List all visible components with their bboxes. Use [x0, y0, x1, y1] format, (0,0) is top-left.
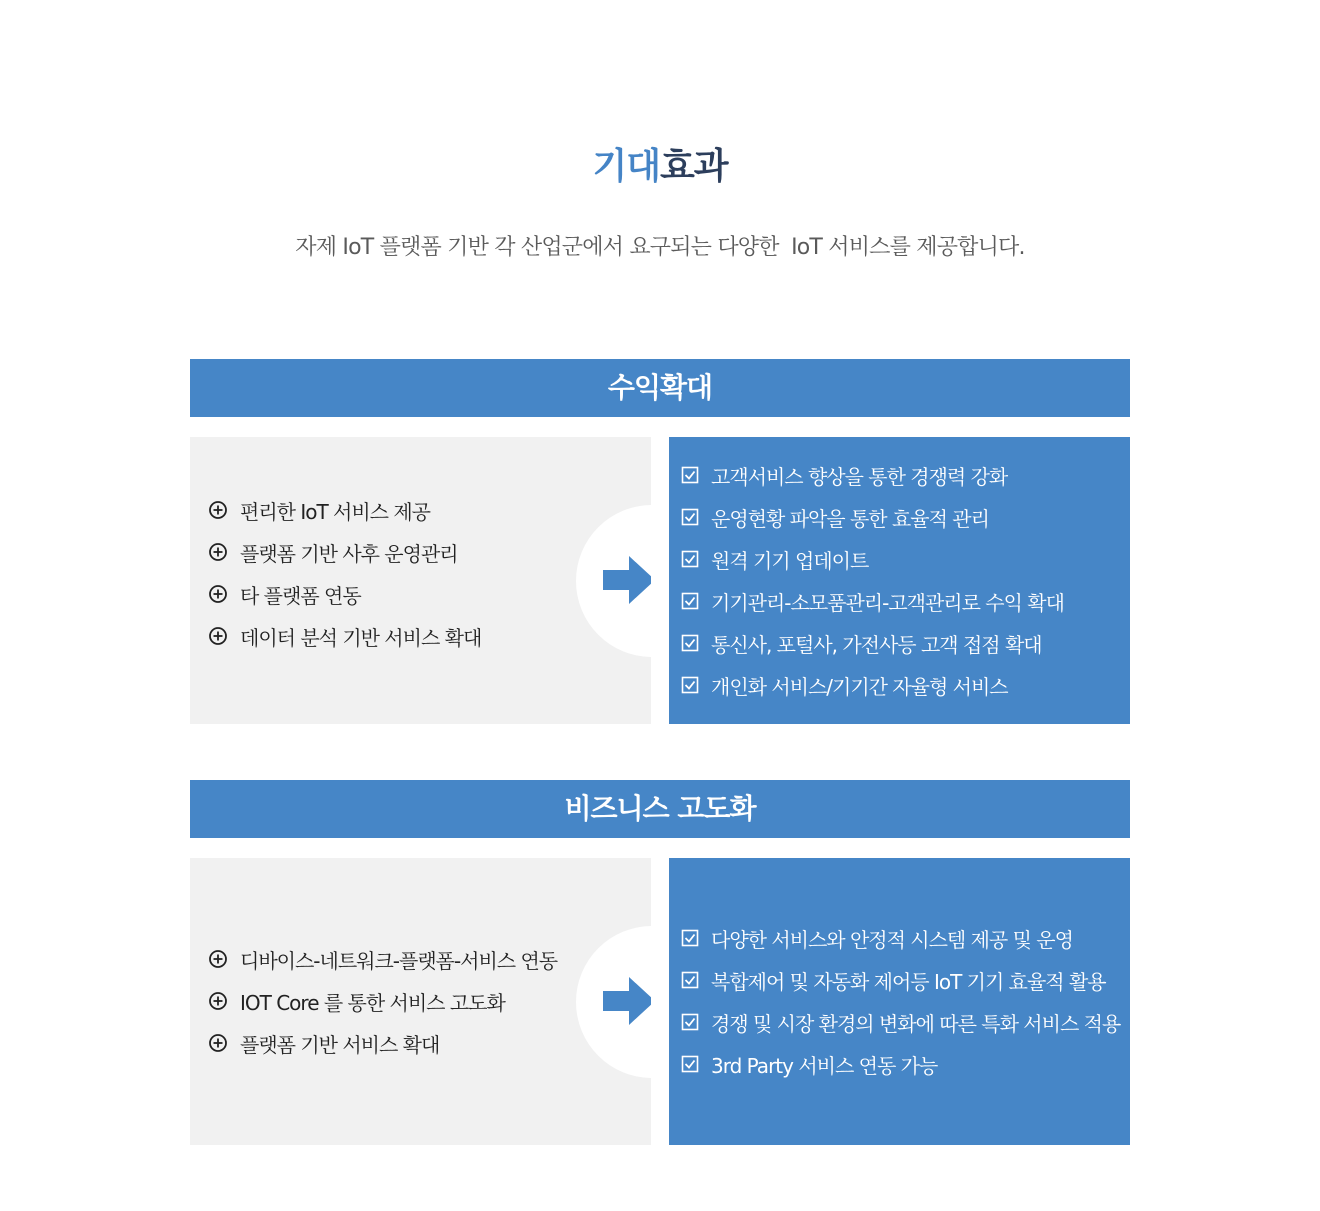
list-item-text: 운영현황 파악을 통한 효율적 관리 [711, 506, 989, 531]
list-item [208, 489, 481, 531]
checkbox-icon [681, 592, 699, 610]
section-header-business: 비즈니스 고도화 [190, 780, 1130, 838]
list-item-text: 플랫폼 기반 서비스 확대 [240, 1032, 440, 1057]
list-item-text: IOT Core 를 통한 서비스 고도화 [240, 990, 505, 1015]
right-arrow-icon [603, 977, 651, 1025]
list-item-text: 원격 기기 업데이트 [711, 548, 869, 573]
section-right-panel-revenue [669, 437, 1130, 724]
list-item-text: 통신사, 포털사, 가전사등 고객 접점 확대 [711, 632, 1042, 657]
left-item-list [208, 938, 557, 1064]
circle-plus-icon [208, 542, 228, 562]
list-item-text: 편리한 IoT 서비스 제공 [240, 499, 430, 524]
right-item-list [681, 917, 1120, 1085]
list-item-text: 디바이스-네트워크-플랫폼-서비스 연동 [240, 948, 558, 973]
list-item [681, 580, 1064, 622]
circle-plus-icon [208, 584, 228, 604]
list-item [681, 664, 1064, 706]
list-item [208, 573, 481, 615]
checkbox-icon [681, 929, 699, 947]
title-rest: 효과 [660, 146, 728, 187]
list-item [681, 538, 1064, 580]
section-left-panel-business [190, 858, 651, 1145]
list-item-text: 고객서비스 향상을 통한 경쟁력 강화 [711, 464, 1008, 489]
checkbox-icon [681, 550, 699, 568]
checkbox-icon [681, 1055, 699, 1073]
checkbox-icon [681, 1013, 699, 1031]
list-item-text: 개인화 서비스/기기간 자율형 서비스 [711, 674, 1008, 699]
circle-plus-icon [208, 500, 228, 520]
title-highlight: 기대 [592, 146, 660, 187]
checkbox-icon [681, 634, 699, 652]
list-item [681, 917, 1120, 959]
list-item-text: 데이터 분석 기반 서비스 확대 [240, 625, 482, 650]
list-item [208, 938, 557, 980]
list-item [681, 1043, 1120, 1085]
checkbox-icon [681, 971, 699, 989]
section-header-revenue: 수익확대 [190, 359, 1130, 417]
circle-plus-icon [208, 626, 228, 646]
list-item [681, 454, 1064, 496]
list-item-text: 다양한 서비스와 안정적 시스템 제공 및 운영 [711, 927, 1073, 952]
checkbox-icon [681, 466, 699, 484]
list-item [208, 980, 557, 1022]
list-item-text: 경쟁 및 시장 환경의 변화에 따른 특화 서비스 적용 [711, 1011, 1121, 1036]
list-item [681, 959, 1120, 1001]
page-title [0, 138, 1320, 189]
page-subtitle: 자제 IoT 플랫폼 기반 각 산업군에서 요구되는 다양한 IoT 서비스를 제공합니다. [295, 235, 1025, 260]
list-item [681, 496, 1064, 538]
list-item-text: 기기관리-소모품관리-고객관리로 수익 확대 [711, 590, 1064, 615]
checkbox-icon [681, 508, 699, 526]
list-item-text: 복합제어 및 자동화 제어등 IoT 기기 효율적 활용 [711, 969, 1106, 994]
checkbox-icon [681, 676, 699, 694]
list-item [681, 1001, 1120, 1043]
list-item [681, 622, 1064, 664]
section-right-panel-business [669, 858, 1130, 1145]
circle-plus-icon [208, 991, 228, 1011]
circle-plus-icon [208, 949, 228, 969]
list-item [208, 531, 481, 573]
list-item-text: 타 플랫폼 연동 [240, 583, 361, 608]
right-arrow-icon [603, 556, 651, 604]
list-item-text: 플랫폼 기반 사후 운영관리 [240, 541, 458, 566]
section-left-panel-revenue [190, 437, 651, 724]
left-item-list [208, 489, 481, 657]
right-item-list [681, 454, 1064, 706]
list-item [208, 615, 481, 657]
circle-plus-icon [208, 1033, 228, 1053]
list-item-text: 3rd Party 서비스 연동 가능 [711, 1053, 938, 1078]
list-item [208, 1022, 557, 1064]
